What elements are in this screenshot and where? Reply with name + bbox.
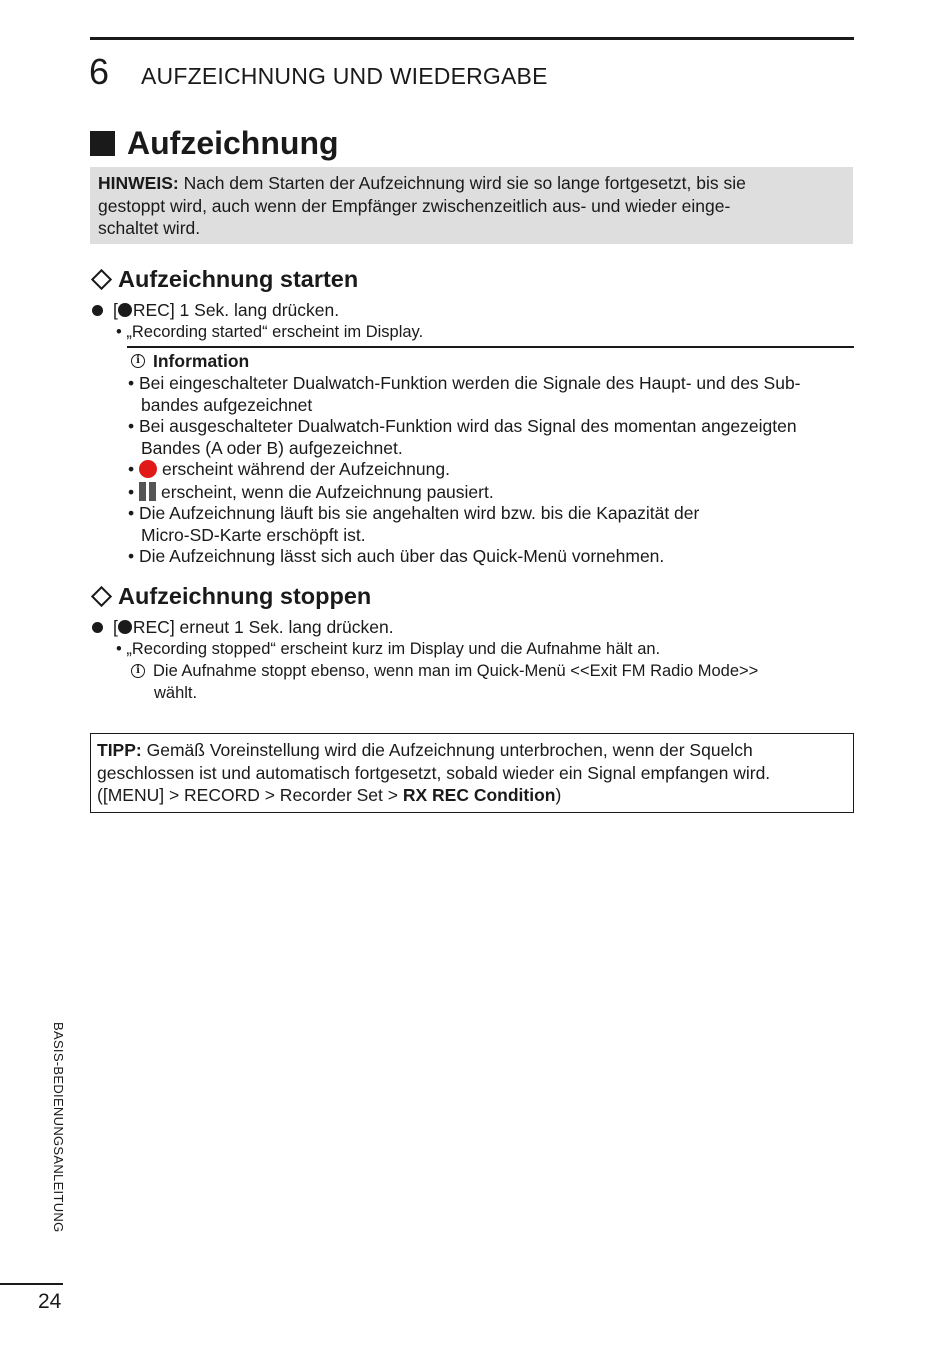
diamond-icon	[91, 585, 112, 606]
record-indicator-icon	[139, 460, 157, 478]
note-line-2: gestoppt wird, auch wenn der Empfänger zwischenzeitlich aus- und wieder einge-	[98, 195, 731, 216]
chapter-title: AUFZEICHNUNG UND WIEDERGABE	[141, 63, 548, 89]
info-item-6: • Die Aufzeichnung lässt sich auch über das Quick-Menü vornehmen.	[128, 546, 665, 566]
tip-line-1: TIPP: Gemäß Voreinstellung wird die Aufzeichnung unterbrochen, wenn der Squelch	[97, 740, 753, 760]
note-line-1: HINWEIS: Nach dem Starten der Aufzeichnung wird sie so lange fortgesetzt, bis sie	[98, 173, 746, 193]
info-item-4: • erscheint, wenn die Aufzeichnung pausiert.	[128, 482, 494, 502]
rec-dot-icon	[118, 303, 132, 317]
stop-note: i Die Aufnahme stoppt ebenso, wenn man im Quick-Menü <<Exit FM Radio Mode>> wählt.	[131, 660, 758, 704]
tip-box	[90, 733, 854, 813]
black-square-icon	[90, 131, 115, 156]
note-line-3: schaltet wird.	[98, 218, 201, 238]
stop-heading: Aufzeichnung stoppen	[90, 582, 371, 610]
start-heading: Aufzeichnung starten	[90, 265, 358, 293]
bullet-dot-icon	[92, 622, 103, 633]
stop-result: • „Recording stopped“ erscheint kurz im Display und die Aufnahme hält an.	[116, 640, 661, 658]
rec-dot-icon	[118, 620, 132, 634]
section-heading	[90, 124, 339, 162]
diamond-icon	[91, 268, 112, 289]
info-rule	[127, 346, 854, 348]
note-label: HINWEIS:	[98, 173, 179, 193]
page-number: 24	[38, 1290, 62, 1313]
start-result: • „Recording started“ erscheint im Display.	[116, 323, 424, 341]
chapter-number: 6	[89, 51, 110, 92]
info-icon: i	[131, 354, 145, 368]
page-rule	[0, 1283, 63, 1285]
info-item-5: • Die Aufzeichnung läuft bis sie angehalten wird bzw. bis die Kapazität der Micro-SD-Karte erschöpft ist.	[128, 503, 700, 545]
pause-icon	[139, 482, 156, 501]
tip-line-2: geschlossen ist und automatisch fortgesetzt, sobald wieder ein Signal empfangen wird.	[97, 762, 771, 783]
tip-label: TIPP:	[97, 740, 142, 760]
info-item-1: • Bei eingeschalteter Dualwatch-Funktion werden die Signale des Haupt- und des Sub- bandes aufgezeichnet	[128, 373, 801, 415]
sidebar-label: BASIS-BEDIENUNGSANLEITUNG	[51, 1022, 66, 1233]
section-title: Aufzeichnung	[127, 125, 339, 161]
start-step: [ REC] 1 Sek. lang drücken.	[92, 299, 339, 321]
note-box	[90, 167, 853, 244]
info-icon: i	[131, 664, 145, 678]
top-rule	[90, 37, 854, 40]
info-item-3: • erscheint während der Aufzeichnung.	[128, 459, 450, 479]
info-item-2: • Bei ausgeschalteter Dualwatch-Funktion wird das Signal des momentan angezeigten Bandes (A oder B) aufgezeichnet.	[128, 416, 797, 458]
info-heading: i Information	[131, 350, 249, 372]
stop-step: [ REC] erneut 1 Sek. lang drücken.	[92, 616, 394, 638]
bullet-dot-icon	[92, 305, 103, 316]
tip-line-3: ([MENU] > RECORD > Recorder Set > RX REC Condition)	[97, 785, 562, 805]
